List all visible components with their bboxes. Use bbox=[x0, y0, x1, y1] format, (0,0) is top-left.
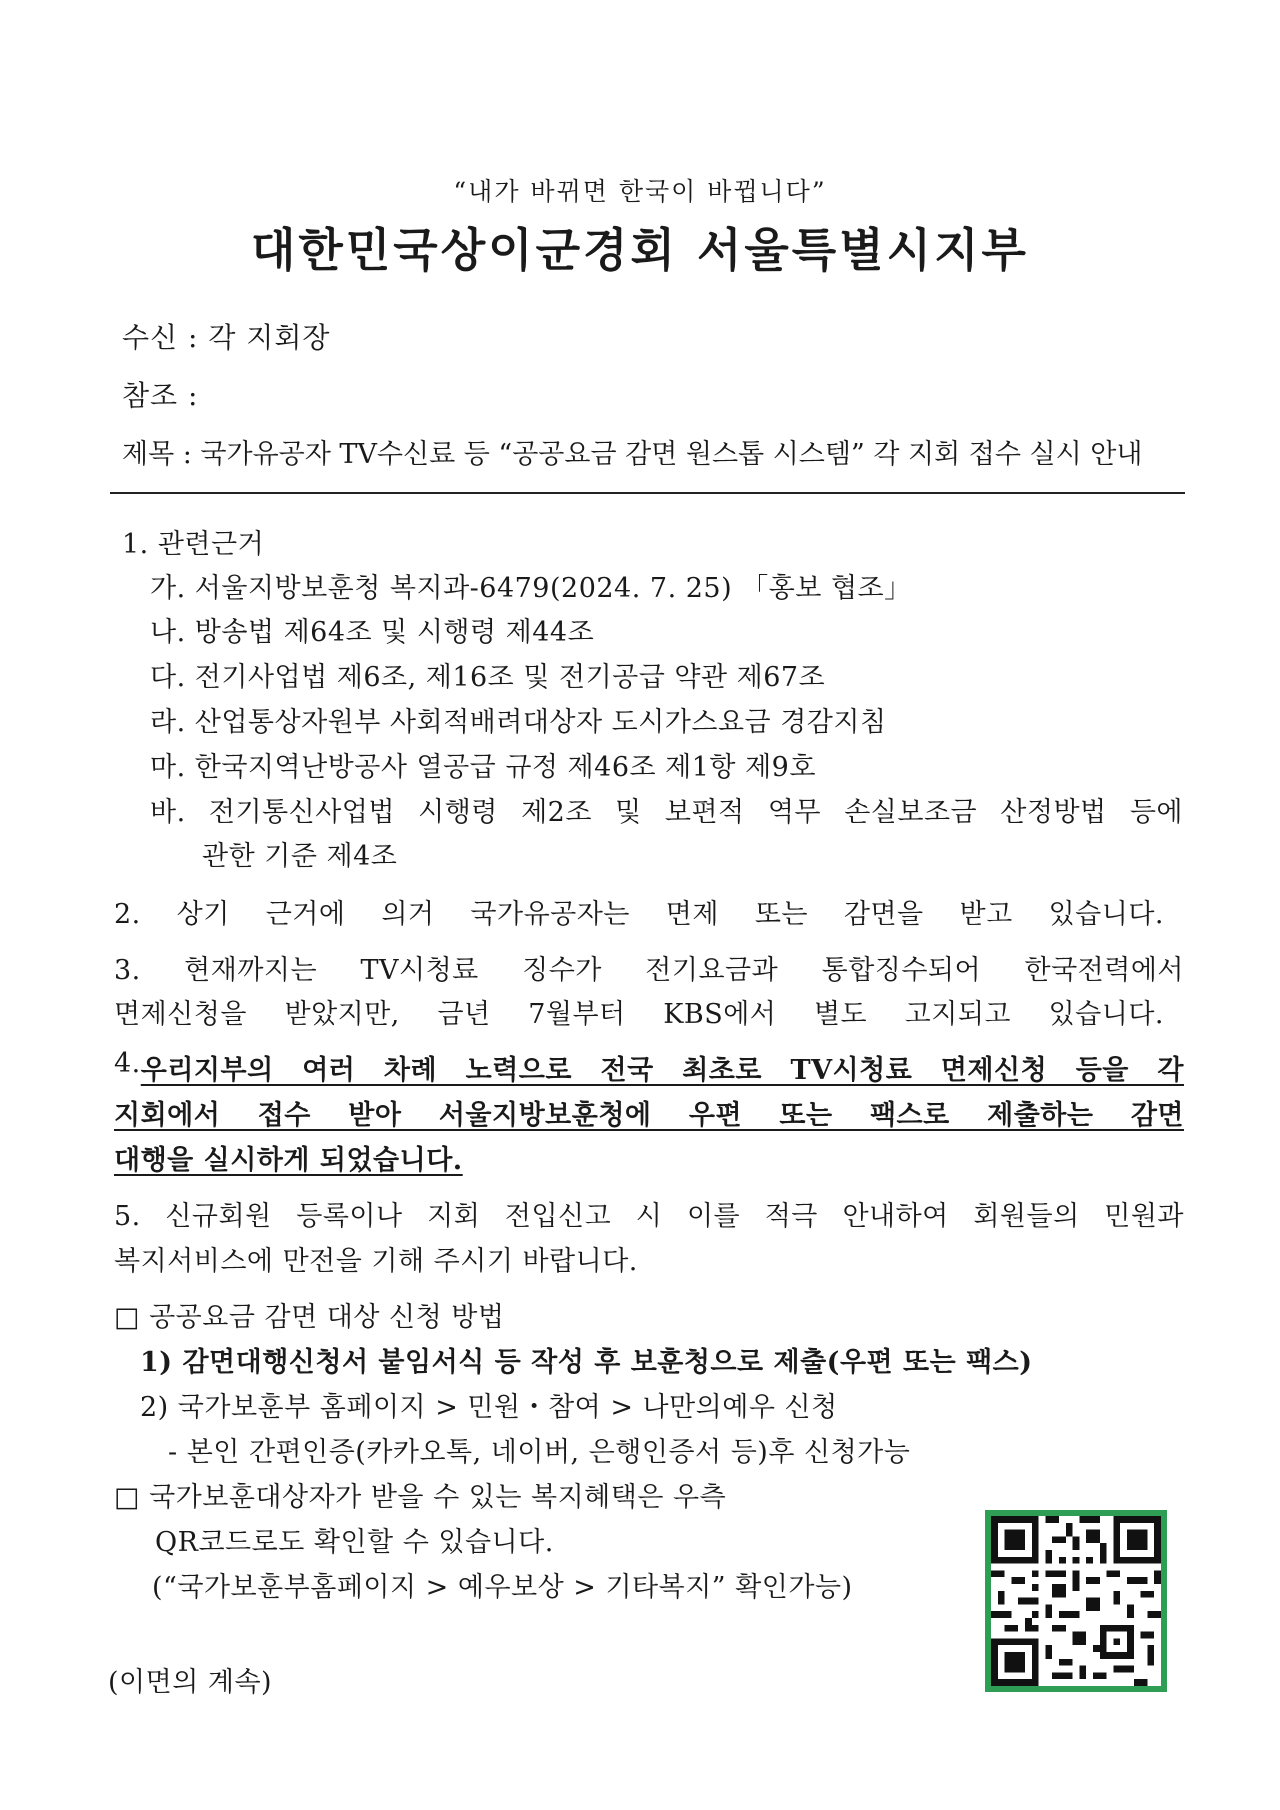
section-1-item-continued: 관한 기준 제4조 bbox=[202, 841, 398, 872]
section-4-line: 지회에서 접수 받아 서울지방보훈청에 우편 또는 팩스로 제출하는 감면 bbox=[114, 1100, 1184, 1131]
continued-note: (이면의 계속) bbox=[108, 1667, 273, 1698]
application-method-item: 2) 국가보훈부 홈페이지 > 민원・참여 > 나만의예우 신청 bbox=[140, 1392, 838, 1423]
application-method-item: 1) 감면대행신청서 붙임서식 등 작성 후 보훈청으로 제출(우편 또는 팩스) bbox=[140, 1347, 1033, 1378]
section-1-item: 나. 방송법 제64조 및 시행령 제44조 bbox=[150, 617, 595, 648]
section-1-item: 마. 한국지역난방공사 열공급 규정 제46조 제1항 제9호 bbox=[150, 752, 816, 783]
section-4-line bbox=[114, 1048, 1184, 1087]
section-4-number: 4. bbox=[114, 1048, 141, 1079]
header-divider bbox=[110, 492, 1185, 494]
slogan: “내가 바뀌면 한국이 바뀝니다” bbox=[453, 177, 827, 206]
section-5-line: 복지서비스에 만전을 기해 주시기 바랍니다. bbox=[114, 1246, 638, 1277]
qr-code[interactable] bbox=[985, 1510, 1167, 1692]
section-1-item: 바. 전기통신사업법 시행령 제2조 및 보편적 역무 손실보조금 산정방법 등에 bbox=[150, 797, 1183, 828]
welfare-info-line: □ 국가보훈대상자가 받을 수 있는 복지혜택은 우측 bbox=[114, 1482, 727, 1513]
section-5-line: 5. 신규회원 등록이나 지회 전입신고 시 이를 적극 안내하여 회원들의 민원과 bbox=[114, 1201, 1184, 1232]
section-1-item: 가. 서울지방보훈청 복지과-6479(2024. 7. 25) 「홍보 협조」 bbox=[150, 573, 912, 604]
qr-code-image bbox=[991, 1516, 1161, 1686]
section-3-line: 3. 현재까지는 TV시청료 징수가 전기요금과 통합징수되어 한국전력에서 bbox=[114, 955, 1184, 986]
recipient-line: 수신 : 각 지회장 bbox=[122, 321, 331, 354]
section-1-title: 1. 관련근거 bbox=[122, 529, 265, 560]
section-1-item: 라. 산업통상자원부 사회적배려대상자 도시가스요금 경감지침 bbox=[150, 707, 887, 738]
application-method-subitem: - 본인 간편인증(카카오톡, 네이버, 은행인증서 등)후 신청가능 bbox=[168, 1437, 911, 1468]
welfare-info-line: (“국가보훈부홈페이지 > 예우보상 > 기타복지” 확인가능) bbox=[152, 1572, 853, 1603]
subject-line: 제목 : 국가유공자 TV수신료 등 “공공요금 감면 원스톱 시스템” 각 지회 접수 실시 안내 bbox=[122, 439, 1143, 470]
organization-title: 대한민국상이군경회 서울특별시지부 bbox=[251, 223, 1029, 277]
section-2-text: 2. 상기 근거에 의거 국가유공자는 면제 또는 감면을 받고 있습니다. bbox=[114, 899, 1164, 930]
section-4-line: 대행을 실시하게 되었습니다. bbox=[114, 1145, 463, 1176]
section-4-emphasis: 우리지부의 여러 차례 노력으로 전국 최초로 TV시청료 면제신청 등을 각 bbox=[140, 1055, 1184, 1086]
section-3-line: 면제신청을 받았지만, 금년 7월부터 KBS에서 별도 고지되고 있습니다. bbox=[114, 999, 1164, 1030]
application-method-title: □ 공공요금 감면 대상 신청 방법 bbox=[114, 1302, 505, 1333]
welfare-info-line: QR코드로도 확인할 수 있습니다. bbox=[155, 1527, 554, 1558]
section-1-item: 다. 전기사업법 제6조, 제16조 및 전기공급 약관 제67조 bbox=[150, 662, 826, 693]
reference-line: 참조 : bbox=[122, 379, 199, 412]
